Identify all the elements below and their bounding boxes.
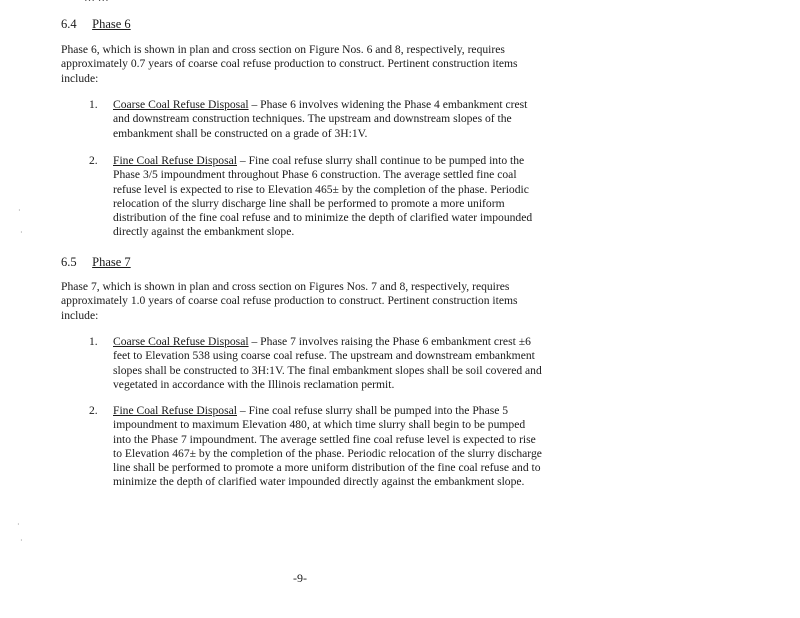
item-number: 1. [89, 98, 98, 111]
item-lead: Fine Coal Refuse Disposal [113, 154, 237, 167]
list-item [89, 404, 543, 490]
section-title: Phase 6 [92, 17, 131, 31]
section-number: 6.4 [61, 17, 77, 31]
margin-mark: · [20, 228, 23, 237]
section-heading-6-4 [61, 17, 131, 32]
item-number: 2. [89, 404, 98, 417]
list-item [89, 335, 543, 392]
item-lead: Coarse Coal Refuse Disposal [113, 98, 249, 111]
list-item [89, 98, 543, 141]
section-intro: Phase 6, which is shown in plan and cross section on Figure Nos. 6 and 8, respectively, requires approximately 0.7 years of coarse coal refuse production to construct. Pertinent construction items include: [61, 43, 518, 85]
margin-mark: · [17, 520, 20, 529]
item-text: – Phase 6 involves widening the Phase 4 embankment crest and downstream construction techniques. The upstream and downstream slopes of the embankment shall be constructed on a grade of 3H:1V. [113, 98, 528, 140]
page-number: -9- [293, 571, 307, 585]
item-text: – Fine coal refuse slurry shall continue to be pumped into the Phase 3/5 impoundment throughout Phase 6 construction. The average settled fine coal refuse level is expected to rise to Elevation 465± by the completion of the phase. Periodic relocation of the slurry discharge line shall be performed to promote a more uniform distribution of the fine coal refuse and to minimize the depth of clarified water impounded directly against the embankment slope. [113, 154, 533, 239]
section-title: Phase 7 [92, 255, 131, 269]
item-lead: Coarse Coal Refuse Disposal [113, 335, 249, 348]
margin-mark: · [18, 206, 21, 215]
item-body [113, 98, 543, 141]
list-item [89, 154, 543, 240]
item-number: 2. [89, 154, 98, 167]
top-fragment [84, 0, 109, 4]
item-body [113, 335, 543, 392]
section-intro: Phase 7, which is shown in plan and cross section on Figures Nos. 7 and 8, respectively, requires approximately 1.0 years of coarse coal refuse production to construct. Pertinent construction items include: [61, 280, 518, 322]
item-text: – Fine coal refuse slurry shall be pumped into the Phase 5 impoundment to maximum Elevation 480, at which time slurry shall begin to be pumped into the Phase 7 impoundment. The average settled fine coal refuse level is expected to rise to Elevation 467± by the completion of the phase. Periodic relocation of the slurry discharge line shall be performed to promote a more uniform distribution of the fine coal refuse and to minimize the depth of clarified water impounded directly against the embankment slope. [113, 404, 542, 489]
section-heading-6-5 [61, 255, 131, 270]
item-lead: Fine Coal Refuse Disposal [113, 404, 237, 417]
item-body [113, 154, 543, 240]
item-number: 1. [89, 335, 98, 348]
item-body [113, 404, 543, 490]
section-number: 6.5 [61, 255, 77, 269]
margin-mark: · [20, 536, 23, 545]
item-text: – Phase 7 involves raising the Phase 6 embankment crest ±6 feet to Elevation 538 using coarse coal refuse. The upstream and downstream embankment slopes shall be constructed to 3H:1V. The final embankment slopes shall be soil covered and vegetated in accordance with the Illinois reclamation permit. [113, 335, 542, 391]
